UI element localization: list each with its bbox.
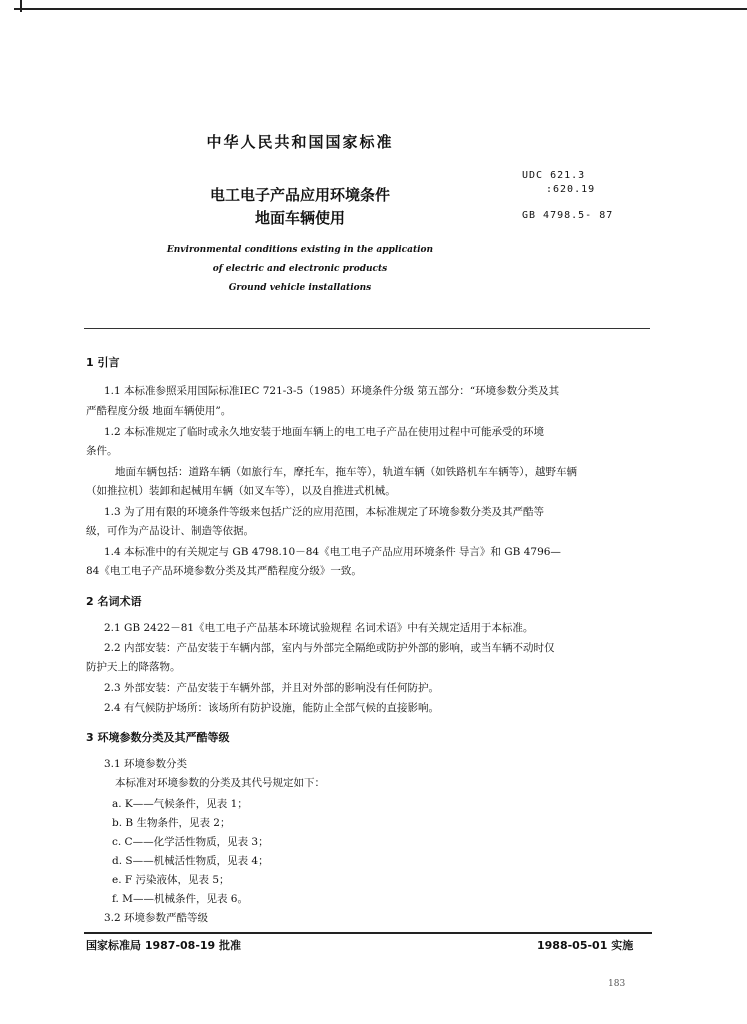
title-zh-line1: 电工电子产品应用环境条件 — [209, 186, 390, 204]
list-item-d: d. S——机械活性物质，见表 4； — [112, 855, 269, 867]
corner-mark — [20, 0, 22, 12]
para-3-2: 3.2 环境参数严酷等级 — [104, 912, 209, 924]
effective-date: 1988-05-01 实施 — [537, 939, 634, 952]
approval-date: 国家标准局 1987-08-19 批准 — [86, 939, 242, 952]
para-1-3-line1: 1.3 为了用有限的环境条件等级来包括广泛的应用范围，本标准规定了环境参数分类及其严酷等 — [104, 506, 545, 518]
list-item-b: b. B 生物条件，见表 2； — [112, 817, 231, 829]
header-divider — [84, 328, 650, 329]
para-2-2-line2: 防护天上的降落物。 — [86, 661, 181, 673]
para-1-2-line4: （如推拉机）装卸和起械用车辆（如叉车等），以及自推进式机械。 — [86, 485, 396, 497]
gb-number: GB 4798.5- 87 — [522, 210, 614, 221]
para-1-3-line2: 级，可作为产品设计、制造等依据。 — [86, 525, 254, 537]
para-1-2-line3: 地面车辆包括：道路车辆（如旅行车，摩托车，拖车等），轨道车辆（如铁路机车车辆等），越野车辆 — [115, 466, 577, 478]
udc-line2: :620.19 — [546, 184, 596, 195]
para-3-1-intro: 本标准对环境参数的分类及其代号规定如下： — [115, 777, 325, 789]
para-2-1: 2.1 GB 2422－81《电工电子产品基本环境试验规程 名词术语》中有关规定适用于本标准。 — [104, 622, 534, 634]
title-zh-line2: 地面车辆使用 — [254, 209, 345, 227]
para-1-1-line2: 严酷程度分级 地面车辆使用”。 — [86, 405, 232, 417]
list-item-a: a. K——气候条件，见表 1； — [112, 798, 248, 810]
para-1-4-line1: 1.4 本标准中的有关规定与 GB 4798.10－84《电工电子产品应用环境条件 导言》和 GB 4796— — [104, 546, 561, 558]
para-2-2-line1: 2.2 内部安装：产品安装于车辆内部，室内与外部完全隔绝或防护外部的影响，或当车辆不动时仅 — [104, 642, 555, 654]
title-en-line1: Environmental conditions existing in the application — [166, 245, 434, 255]
list-item-c: c. C——化学活性物质，见表 3； — [112, 836, 269, 848]
para-1-1-line1: 1.1 本标准参照采用国际标准IEC 721-3-5（1985）环境条件分级 第五部分：“环境参数分类及其 — [104, 385, 560, 397]
para-3-1: 3.1 环境参数分类 — [104, 758, 188, 770]
udc-line1: UDC 621.3 — [522, 170, 586, 181]
section-1-heading: 1 引言 — [86, 356, 120, 369]
section-2-heading: 2 名词术语 — [86, 595, 142, 608]
standard-title: 中华人民共和国国家标准 — [206, 133, 394, 151]
para-1-2-line1: 1.2 本标准规定了临时或永久地安装于地面车辆上的电工电子产品在使用过程中可能承受的环境 — [104, 426, 545, 438]
title-en-line2: of electric and electronic products — [212, 264, 388, 274]
para-1-4-line2: 84《电工电子产品环境参数分类及其严酷程度分级》一致。 — [86, 565, 362, 577]
para-2-3: 2.3 外部安装：产品安装于车辆外部，并且对外部的影响没有任何防护。 — [104, 682, 440, 694]
top-border — [14, 8, 747, 10]
page-number: 183 — [608, 979, 626, 989]
title-en-line3: Ground vehicle installations — [228, 283, 372, 293]
list-item-f: f. M——机械条件，见表 6。 — [112, 893, 248, 905]
list-item-e: e. F 污染液体，见表 5； — [112, 874, 230, 886]
para-1-2-line2: 条件。 — [86, 445, 118, 457]
section-3-heading: 3 环境参数分类及其严酷等级 — [86, 731, 230, 744]
footer-divider — [84, 932, 652, 934]
para-2-4: 2.4 有气候防护场所：该场所有防护设施，能防止全部气候的直接影响。 — [104, 702, 440, 714]
